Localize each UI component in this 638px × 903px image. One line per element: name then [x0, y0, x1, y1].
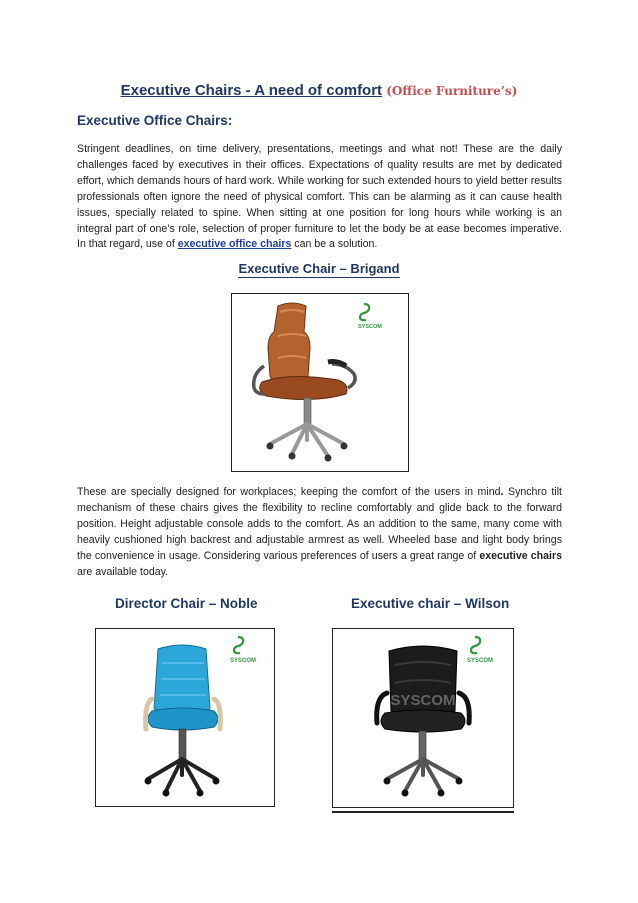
wilson-chair-illustration [333, 629, 513, 807]
syscom-logo [467, 637, 493, 664]
brigand-chair-illustration [232, 294, 408, 471]
brigand-chair-image [231, 293, 409, 472]
features-text-a: These are specially designed for workplaces; keeping the comfort of the users in mind [77, 486, 501, 498]
noble-chair-illustration [96, 629, 274, 806]
intro-paragraph [77, 142, 562, 253]
wilson-chair-image [332, 628, 514, 808]
logo-text: SYSCOM [467, 658, 494, 664]
features-bold-period: . [500, 486, 504, 498]
caption-noble: Director Chair – Noble [115, 596, 258, 611]
features-text-b: Synchro tilt mechanism of these chairs gives the flexibility to recline comfortably and glide back to the forward position. Height adjustable console adds to the comfort. As an addition to the same, many come with heavily cushioned high backrest and adjustable armrest as well. Wheeled base and light body brings the convenience in usage. Considering various preferences of users a great range of [77, 486, 563, 562]
logo-text: SYSCOM [358, 324, 382, 330]
syscom-logo [230, 637, 256, 664]
logo-text: SYSCOM [230, 658, 257, 664]
title-subtitle: (Office Furniture’s) [386, 84, 518, 98]
syscom-logo [358, 304, 382, 330]
caption-brigand [0, 261, 638, 276]
features-paragraph [77, 485, 562, 580]
noble-chair-image [95, 628, 275, 807]
section-heading: Executive Office Chairs: [77, 113, 233, 128]
watermark-text: SYSCOM [390, 692, 456, 709]
intro-text-before-link: Stringent deadlines, on time delivery, presentations, meetings and what not! These are the daily challenges faced by executives in their offices. Expectations of quality results are met by dedicated effort, which demands hours of hard work. While working for such extended hours to yield better results professionals often ignore the need of physical comfort. This can be alarming as it can cause health issues, specially related to spine. When sitting at one position for long hours while working is an integral part of one’s role, selection of proper furniture to let the body be at ease becomes imperative. In that regard, use of [77, 143, 562, 251]
features-bold-text: executive chairs [479, 549, 562, 562]
features-text-c: are available today. [77, 565, 169, 578]
caption-wilson: Executive chair – Wilson [351, 596, 510, 611]
intro-text-after-link: can be a solution. [291, 238, 378, 251]
caption-brigand-text: Executive Chair – Brigand [238, 261, 400, 276]
executive-office-chairs-link[interactable]: executive office chairs [177, 238, 292, 251]
document-title [0, 82, 638, 99]
wilson-image-underline [332, 811, 514, 813]
title-main: Executive Chairs - A need of comfort [120, 82, 383, 99]
